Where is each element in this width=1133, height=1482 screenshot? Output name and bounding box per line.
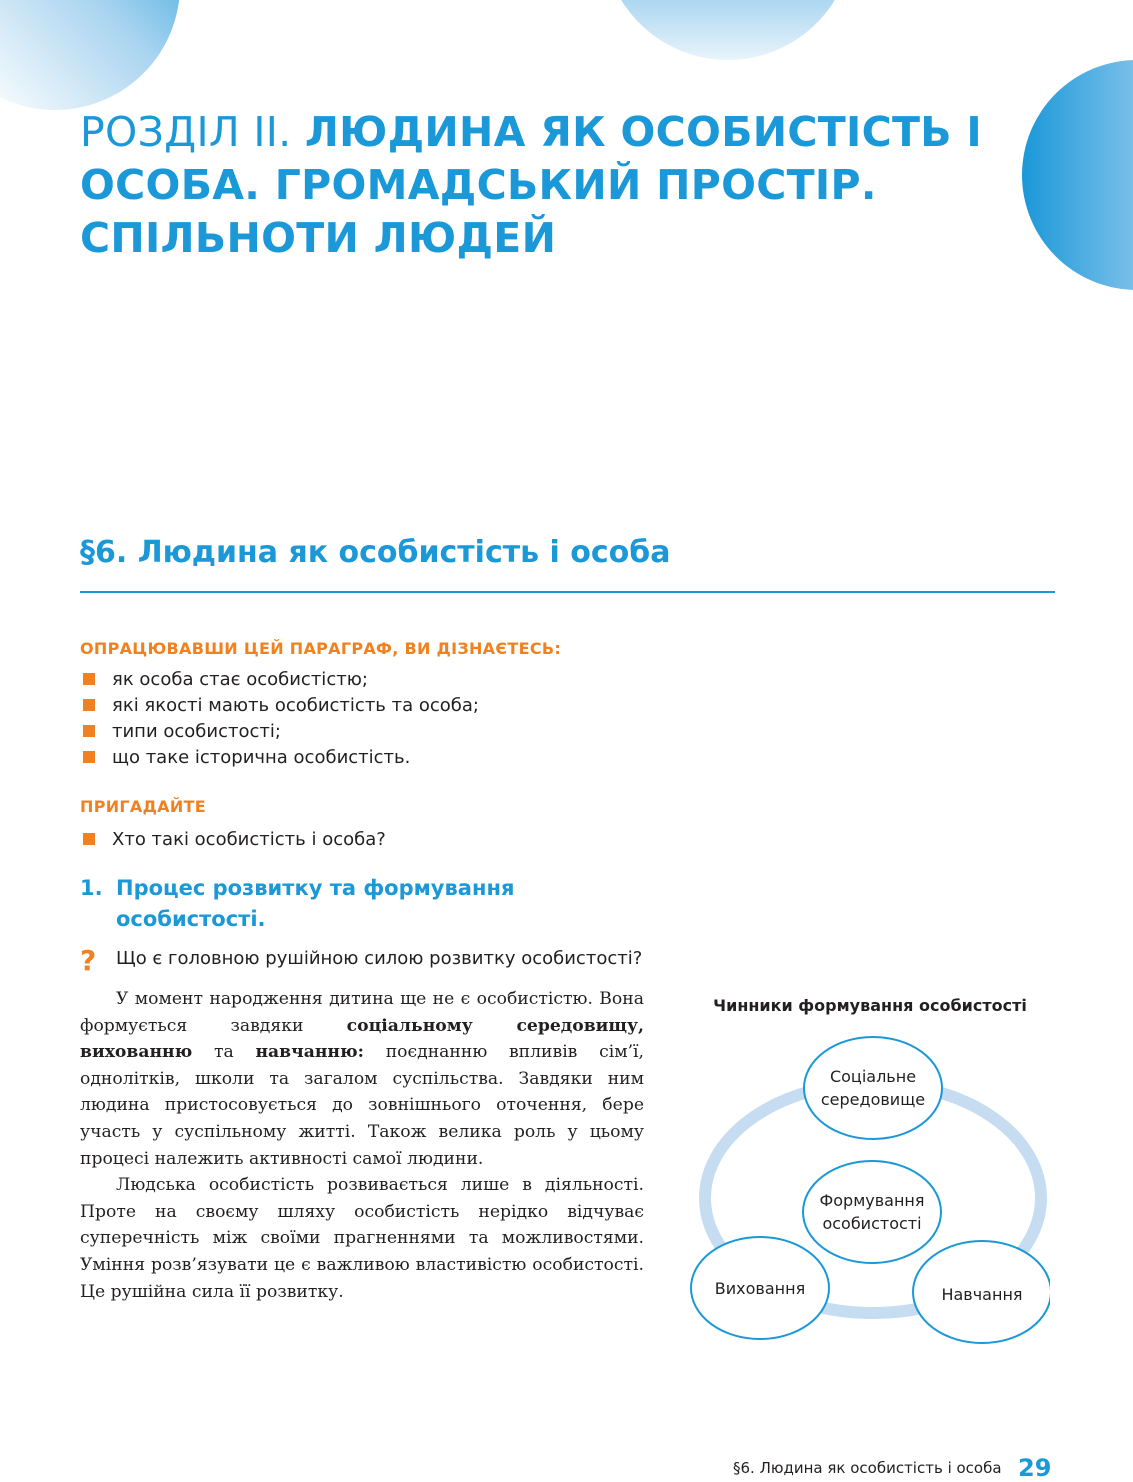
list-item	[80, 827, 386, 853]
bullet-square-icon	[83, 833, 95, 845]
node-social-environment	[814, 1052, 932, 1124]
body-text	[80, 986, 644, 1305]
paragraph-text: поєднанню впливів сім’ї, однолітків, школи та загалом суспільства. Завдяки ним людина пристосовується до зовнішнього оточення, бере участь у суспільному житті. Також велика роль у цьому процесі належить активності самої людини.	[80, 1042, 644, 1169]
bullet-square-icon	[83, 751, 95, 763]
recall-list	[80, 827, 386, 853]
bullet-square-icon	[83, 725, 95, 737]
node-label: Формування особистості	[819, 1191, 925, 1233]
page-number: 29	[1018, 1454, 1052, 1482]
diagram-title: Чинники формування особистості	[713, 996, 1027, 1015]
subsection-title: Процес розвитку та формування особистості.	[116, 876, 515, 931]
node-upbringing	[701, 1252, 819, 1324]
node-education	[923, 1258, 1041, 1330]
node-label: Навчання	[941, 1284, 1023, 1304]
decorative-circle-top-left	[0, 0, 180, 110]
paragraph-text: У момент народження дитина ще не є особистістю. Вона формується завдяки	[80, 989, 644, 1036]
learn-heading: ОПРАЦЮВАВШИ ЦЕЙ ПАРАГРАФ, ВИ ДІЗНАЄТЕСЬ:	[80, 639, 562, 658]
list-item-text: що таке історична особистість.	[112, 747, 411, 768]
list-item-text: Хто такі особистість і особа?	[112, 829, 386, 850]
decorative-circle-top-center	[603, 0, 853, 60]
learn-list	[80, 667, 479, 771]
question-text: Що є головною рушійною силою розвитку особистості?	[116, 948, 643, 969]
chapter-title	[80, 106, 1040, 265]
footer-running-title: §6. Людина як особистість і особа	[733, 1459, 1002, 1477]
chapter-title-text: ЛЮДИНА ЯК ОСОБИСТІСТЬ І ОСОБА. ГРОМАДСЬКИЙ ПРОСТІР. СПІЛЬНОТИ ЛЮДЕЙ	[80, 108, 982, 262]
paragraph	[80, 986, 644, 1172]
node-label: Соціальне середовище	[820, 1067, 926, 1109]
node-formation	[813, 1176, 931, 1248]
list-item	[80, 693, 479, 719]
node-label: Виховання	[714, 1278, 806, 1298]
list-item-text: як особа стає особистістю;	[112, 669, 368, 690]
list-item	[80, 667, 479, 693]
list-item	[80, 719, 479, 745]
section-divider	[80, 591, 1055, 593]
subsection-heading	[80, 873, 596, 935]
bullet-square-icon	[83, 673, 95, 685]
bold-term: соціальному середовищу, вихованню	[80, 1015, 644, 1063]
section-title: §6. Людина як особистість і особа	[80, 535, 671, 570]
question-mark-icon: ?	[80, 944, 97, 977]
factors-diagram	[690, 990, 1050, 1350]
subsection-number: 1.	[80, 876, 103, 900]
list-item-text: типи особистості;	[112, 721, 281, 742]
list-item-text: які якості мають особистість та особа;	[112, 695, 479, 716]
chapter-prefix: РОЗДІЛ II.	[80, 108, 305, 156]
recall-heading: ПРИГАДАЙТЕ	[80, 797, 206, 816]
paragraph-text: та	[192, 1042, 256, 1063]
paragraph: Людська особистість розвивається лише в діяльності. Проте на своєму шляху особистість нерідко відчуває суперечність між своїми прагненнями та можливостями. Уміння розв’язувати це є важливою властивістю особистості. Це рушійна сила її розвитку.	[80, 1175, 644, 1302]
bullet-square-icon	[83, 699, 95, 711]
bold-term: навчанню:	[255, 1042, 364, 1063]
list-item	[80, 745, 479, 771]
